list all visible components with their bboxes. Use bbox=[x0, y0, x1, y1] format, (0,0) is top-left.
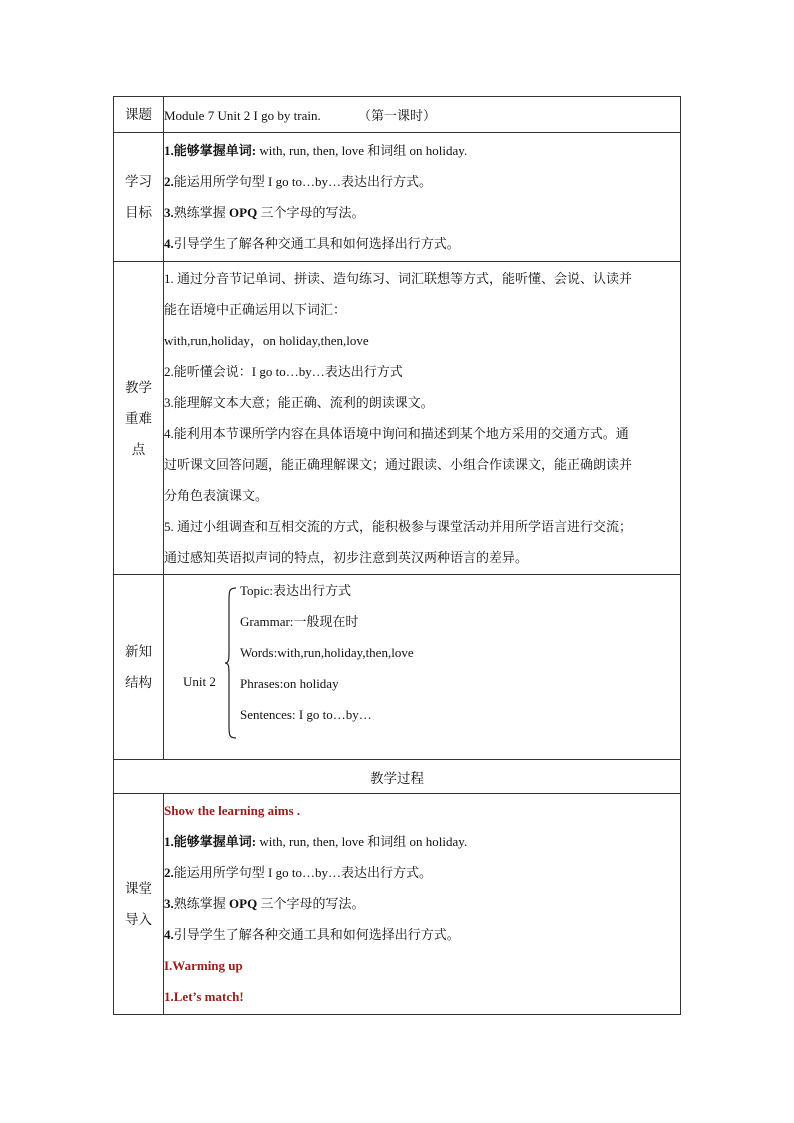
aims-title: Show the learning aims . bbox=[164, 803, 301, 818]
intro-content bbox=[164, 794, 681, 1015]
intro-row bbox=[114, 794, 681, 1015]
structure-item: Topic:表达出行方式 bbox=[240, 583, 352, 598]
structure-diagram bbox=[164, 575, 681, 760]
intro-goal-item: 1.能够掌握单词: with, run, then, love 和词组 on holiday. bbox=[164, 834, 468, 849]
process-header-row bbox=[114, 760, 681, 794]
key-points-label: 教学 重难 点 bbox=[114, 262, 164, 575]
title-content bbox=[164, 97, 681, 133]
learning-goals-label: 学习 目标 bbox=[114, 133, 164, 262]
warming-up-heading: I.Warming up bbox=[164, 958, 243, 973]
goal-item: 1.能够掌握单词: with, run, then, love 和词组 on holiday. bbox=[164, 143, 468, 158]
key-point-line: 3.能理解文本大意；能正确、流利的朗读课文。 bbox=[164, 395, 434, 410]
lets-match-heading: 1.Let’s match! bbox=[164, 989, 244, 1004]
key-point-line: 5. 通过小组调查和互相交流的方式，能积极参与课堂活动并用所学语言进行交流； bbox=[164, 519, 633, 534]
goal-item: 3.熟练掌握 OPQ 三个字母的写法。 bbox=[164, 205, 365, 220]
lesson-plan-table bbox=[113, 96, 681, 1015]
key-point-line: 过听课文回答问题，能正确理解课文；通过跟读、小组合作读课文，能正确朗读并 bbox=[164, 457, 633, 472]
process-header: 教学过程 bbox=[114, 760, 681, 794]
curly-brace-icon bbox=[224, 587, 238, 739]
key-points-list bbox=[164, 262, 681, 575]
title-row bbox=[114, 97, 681, 133]
learning-goals-row bbox=[114, 133, 681, 262]
structure-label: 新知 结构 bbox=[114, 575, 164, 760]
structure-item: Sentences: I go to…by… bbox=[240, 707, 372, 722]
lesson-title: Module 7 Unit 2 I go by train. bbox=[164, 108, 321, 123]
intro-goal-item: 3.熟练掌握 OPQ 三个字母的写法。 bbox=[164, 896, 365, 911]
key-point-line: 2.能听懂会说：I go to…by…表达出行方式 bbox=[164, 364, 403, 379]
key-points-row bbox=[114, 262, 681, 575]
structure-items bbox=[240, 575, 414, 730]
learning-goals-list bbox=[164, 133, 681, 262]
title-label: 课题 bbox=[114, 97, 164, 133]
goal-item: 4.引导学生了解各种交通工具和如何选择出行方式。 bbox=[164, 236, 460, 251]
structure-row bbox=[114, 575, 681, 760]
lesson-period: （第一课时） bbox=[357, 108, 436, 123]
intro-label: 课堂 导入 bbox=[114, 794, 164, 1015]
key-point-line: 分角色表演课文。 bbox=[164, 488, 269, 503]
structure-item: Phrases:on holiday bbox=[240, 676, 339, 691]
key-point-line: 4.能利用本节课所学内容在具体语境中询问和描述到某个地方采用的交通方式。通 bbox=[164, 426, 629, 441]
key-point-line: 1. 通过分音节记单词、拼读、造句练习、词汇联想等方式，能听懂、会说、认读并 bbox=[164, 271, 633, 286]
structure-unit: Unit 2 bbox=[183, 674, 216, 689]
goal-item: 2.能运用所学句型 I go to…by…表达出行方式。 bbox=[164, 174, 432, 189]
key-point-line: 能在语境中正确运用以下词汇： bbox=[164, 302, 347, 317]
key-point-line: 通过感知英语拟声词的特点，初步注意到英汉两种语言的差异。 bbox=[164, 550, 529, 565]
intro-goal-item: 4.引导学生了解各种交通工具和如何选择出行方式。 bbox=[164, 927, 460, 942]
intro-goal-item: 2.能运用所学句型 I go to…by…表达出行方式。 bbox=[164, 865, 432, 880]
structure-item: Words:with,run,holiday,then,love bbox=[240, 645, 414, 660]
key-point-line: with,run,holiday，on holiday,then,love bbox=[164, 333, 369, 348]
structure-item: Grammar:一般现在时 bbox=[240, 614, 359, 629]
